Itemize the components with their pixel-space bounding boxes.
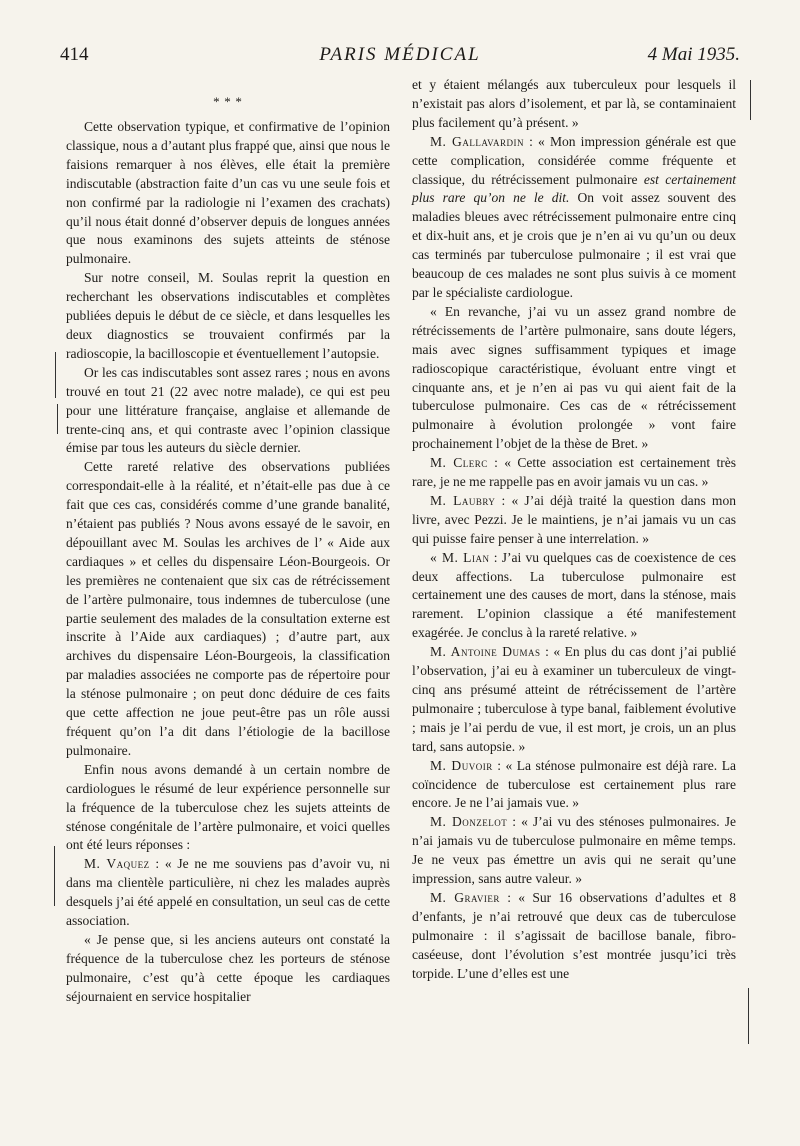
response-duvoir [412,757,736,814]
speaker-name: M. Gravier [430,889,500,905]
paragraph: Sur notre conseil, M. Soulas reprit la question en recherchant les observations indiscutables et complètes publiées depuis le début de ce siècle, et dans lesquelles les deux diagnostics se trouvaient confirmés par la radioscopie, la bacilloscopie et éventuellement l’autopsie. [66,270,390,361]
response-laubry [412,492,736,549]
response-text: On voit assez souvent des maladies bleues avec rétrécissement pulmonaire entre cinq et dix-huit ans, et je crois que je n’en ai vu qu’un ou deux cas terminés par tuberculose pulmonaire ; il est vrai que beaucoup de ces malades ne sont plus suivis à ce moment par le spécialiste cardiologue. [412,190,736,300]
right-column [412,76,736,984]
speaker-name: M. Donzelot [430,814,508,830]
margin-mark [55,352,56,398]
margin-mark [748,988,749,1044]
page-number: 414 [60,44,89,65]
paragraph: Enfin nous avons demandé à un certain nombre de cardiologues le résumé de leur expérience personnelle sur la fréquence de la tuberculose chez les sujets atteints de sténose congénitale de l’artère pulmonaire, et voici quelles ont été leurs réponses : [66,761,390,853]
response-gravier [412,889,736,984]
emphasis-text: est certainement plus rare qu’on ne le dit. [412,171,736,206]
response-gallavardin [412,133,736,303]
paragraph: Cette rareté relative des observations publiées correspondait-elle à la réalité, et n’était-elle pas due à ce fait que ces cas, considérés comme d’une grande banalité, n’étaient pas publiés ? Nous avons essayé de le savoir, en dépouillant avec M. Soulas les archives de l’ « Aide aux cardiaques » et celles du dispensaire Léon-Bourgeois. Or les premières ne contenaient que six cas de rétrécissement de l’artère pulmonaire, tous indemnes de tuberculose (une partie seulement des malades de la consultation externe est inscrite à l’Aide aux cardiaques) ; d’autre part, aux archives du dispensaire Léon-Bourgeois, la classification par maladies associées ne comporte pas de répertoire pour la sténose pulmonaire ; on peut donc déduire de ces faits que cette affection ne joue peut-être pas un rôle aussi fréquent qu’on l’a dit dans l’étiologie de la bacillose pulmonaire. [66,459,390,758]
speaker-name: M. Laubry [430,492,496,508]
response-dumas [412,643,736,756]
response-text: : « J’ai déjà traité la question dans mon livre, avec Pezzi. Je le maintiens, je n’ai jamais vu un cas qui puisse faire penser à une interrelation. » [412,492,736,546]
speaker-name: M. Clerc [430,455,488,471]
paragraph-continued: et y étaient mélangés aux tuberculeux pour lesquels il n’existait pas alors d’isolement, et par là, se contaminaient plus facilement qu’à présent. » [412,77,736,130]
response-text: : « J’ai vu des sténoses pulmonaires. Je n’ai jamais vu de tuberculose pulmonaire en même temps. Je ne veux pas émettre un avis qui ne serait qu’une impression, sans autre valeur. » [412,814,737,887]
running-header [60,44,740,74]
speaker-name: M. Gallavardin [430,133,525,149]
speaker-name: M. Vaquez [84,856,150,872]
margin-mark [54,846,55,906]
margin-mark [750,80,751,120]
paragraph: « Je pense que, si les anciens auteurs ont constaté la fréquence de la tuberculose chez les porteurs de sténose pulmonaire, c’est qu’à cette époque les cardiaques séjournaient en service hospitalier [66,931,390,1004]
response-vaquez [66,855,390,931]
paragraph: « En revanche, j’ai vu un assez grand nombre de rétrécissements de l’artère pulmonaire, sans doute légers, mais avec signes suffisamment typiques et image radioscopique caractéristique, évoluant entre vingt et cinquante ans, et je n’en ai pas vu qui aient fait de la tuberculose pulmonaire. Ces cas de « rétrécissement pulmonaire à évolution prolongée » vont faire prochainement l’objet de la thèse de Bret. » [412,303,736,452]
speaker-name: M. Antoine Dumas [430,644,541,660]
paragraph: Cette observation typique, et confirmative de l’opinion classique, nous a d’autant plus frappé que, ainsi que nous le faisions remarquer à nos élèves, elle était la première indiscutable (abstraction faite d’un cas vu une seule fois et non confirmé par la radiologie ni l’examen des crachats) qu’il nous était donné d’observer depuis de longues années que nous examinons des sujets atteints de sténose pulmonaire. [66,119,390,267]
response-text: : « La sténose pulmonaire est déjà rare. La coïncidence de tuberculose est certainement plus rare encore. Je ne l’ai jamais vue. » [412,757,736,811]
response-clerc [412,454,736,492]
response-lian [412,549,736,644]
margin-mark [57,404,58,434]
speaker-name: M. Duvoir [430,757,493,773]
response-text: : « Je ne me souviens pas d’avoir vu, ni dans ma clientèle particulière, ni chez les malades auprès desquels j’ai été appelé en consultation, un seul cas de cette association. [66,856,390,929]
response-donzelot [412,813,736,889]
speaker-name: « M. Lian [430,549,490,565]
paragraph: Or les cas indiscutables sont assez rares ; nous en avons trouvé en tout 21 (22 avec notre malade), ce qui est peu pour une littérature française, anglaise et allemande de trente-cinq ans, et qui contraste avec l’opinion classique émise par tous les auteurs du siècle dernier. [66,364,390,456]
response-text: : « Cette association est certainement très rare, je ne me rappelle pas en avoir jamais vu un cas. » [412,455,737,490]
response-text: : « Sur 16 observations d’adultes et 8 d’enfants, je n’ai retrouvé que deux cas de tuberculose pulmonaire : il s’agissait de bacillose banale, fibro-caséeuse, dont l’évolution s’est montrée jusqu’ici très torpide. L’une d’elles est une [412,889,736,981]
issue-date: 4 Mai 1935. [647,44,740,65]
response-text: : « Mon impression générale est que cette complication, considérée comme fréquente et classique, du rétrécissement pulmonaire [412,133,736,187]
journal-title: PARIS MÉDICAL [319,44,481,65]
section-separator: * * * [213,94,243,109]
response-text: : J’ai vu quelques cas de coexistence de ces deux affections. La tuberculose pulmonaire est certainement une des causes de mort, dans la sténose, mais rarement. L’opinion classique a été manifestement exagérée. Je conclus à la rareté relative. » [412,549,736,641]
response-text: : « En plus du cas dont j’ai publié l’observation, j’ai eu à examiner un tuberculeux de vingt-cinq ans présumé atteint de rétrécissement de l’artère pulmonaire ; tuberculose à type banal, faiblement évolutive ; mais je l’ai perdu de vue, il est mort, je crois, un an plus tard, sans autopsie. » [412,644,737,754]
left-column [66,76,390,1007]
